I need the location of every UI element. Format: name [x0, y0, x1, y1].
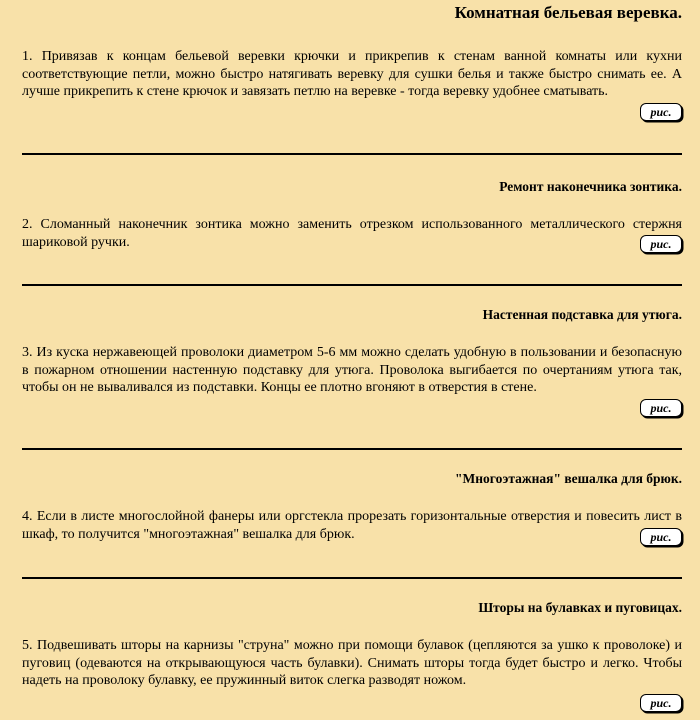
- section-text: 4. Если в листе многослойной фанеры или оргстекла прорезать горизонтальные отверстия и повесить лист в шкаф, то получится "многоэтажная" вешалка для брюк.: [22, 509, 682, 542]
- section-text: 5. Подвешивать шторы на карнизы "струна" можно при помощи булавок (цепляются за ушко к проволоке) и пуговиц (одеваются на открывающуюся часть булавки). Снимать шторы тогда будет быстро и легко. Чтобы надеть на проволоку булавку, ее пружинный виток слегка разводят ножом.: [22, 638, 682, 688]
- section-title: "Многоэтажная" вешалка для брюк.: [455, 471, 682, 486]
- section-clothesline: [22, 2, 682, 101]
- figure-button-trouser-hanger[interactable]: рис.: [640, 528, 682, 546]
- figure-button-iron-stand[interactable]: рис.: [640, 399, 682, 417]
- figure-button-clothesline[interactable]: рис.: [640, 103, 682, 121]
- section-text: 3. Из куска нержавеющей проволоки диаметром 5-6 мм можно сделать удобную в пользовании и безопасную в пожарном отношении настенную подставку для утюга. Проволока выгибается по очертаниям утюга так, чтобы он не вываливался из подставки. Концы ее плотно вгоняют в отверстия в стене.: [22, 345, 682, 395]
- section-trouser-hanger: [22, 470, 682, 543]
- divider: [22, 448, 682, 450]
- section-curtains: [22, 599, 682, 690]
- section-iron-stand: [22, 306, 682, 397]
- section-title: Ремонт наконечника зонтика.: [499, 179, 682, 194]
- divider: [22, 153, 682, 155]
- figure-button-curtains[interactable]: рис.: [640, 694, 682, 712]
- section-title: Настенная подставка для утюга.: [482, 307, 682, 322]
- divider: [22, 577, 682, 579]
- section-text: 1. Привязав к концам бельевой веревки крючки и прикрепив к стенам ванной комнаты или кухни соответствующие петли, можно быстро натягивать веревку для сушки белья и также быстро снимать ее. А лучше прикрепить к стене крючок и завязать петлю на веревке - тогда веревку удобнее сматывать.: [22, 49, 682, 99]
- divider: [22, 284, 682, 286]
- section-title: Шторы на булавках и пуговицах.: [478, 600, 682, 615]
- section-umbrella: [22, 178, 682, 251]
- figure-button-umbrella[interactable]: рис.: [640, 235, 682, 253]
- section-text: 2. Сломанный наконечник зонтика можно заменить отрезком использованного металлического стержня шариковой ручки.: [22, 217, 682, 250]
- section-title: Комнатная бельевая веревка.: [454, 3, 682, 22]
